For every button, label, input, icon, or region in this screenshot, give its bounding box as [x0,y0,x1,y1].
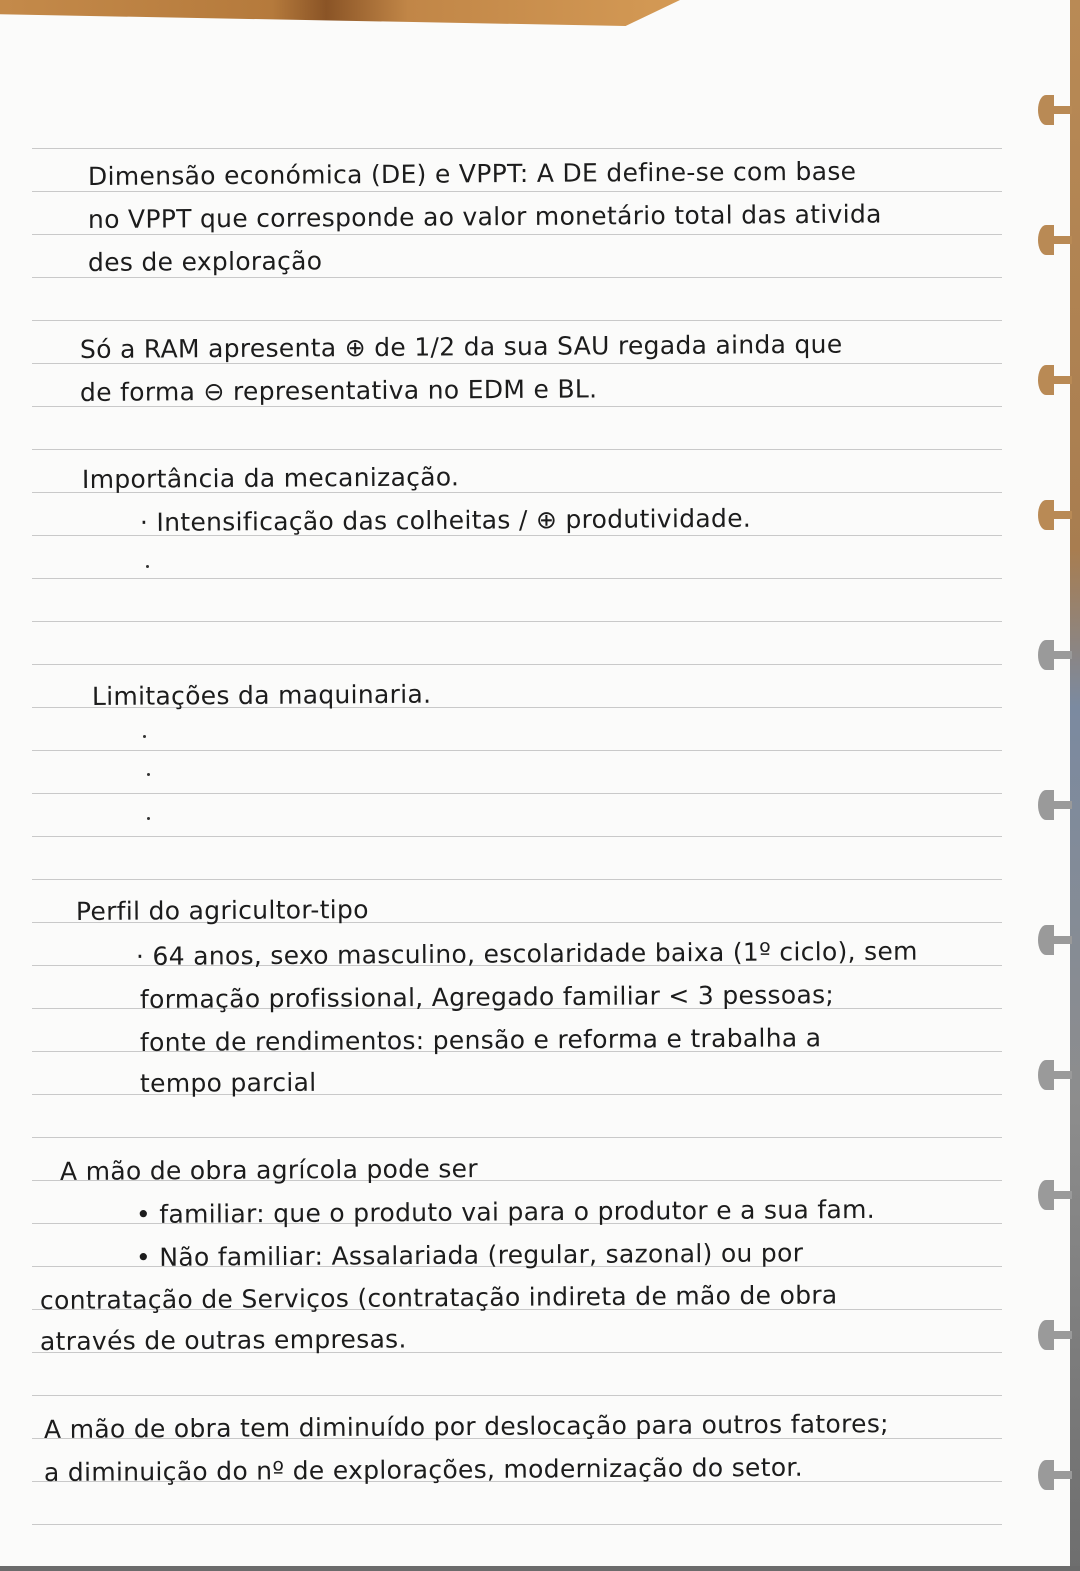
binder-disc-ring [1038,1460,1072,1490]
bullet-text: Intensificação das colheitas / ⊕ produtividade. [156,503,752,537]
empty-bullet [146,565,149,568]
ruled-line [32,148,1002,149]
note-line: contratação de Serviços (contratação indireta de mão de obra [39,1280,838,1315]
binder-disc-ring [1038,1180,1072,1210]
ruled-line [32,879,1002,880]
note-line: · 64 anos, sexo masculino, escolaridade baixa (1º ciclo), sem [135,936,918,971]
ruled-line [32,750,1002,751]
binder-disc-ring [1038,500,1072,530]
note-line: A mão de obra tem diminuído por deslocação para outros fatores; [43,1409,889,1444]
binder-disc-ring [1038,790,1072,820]
ruled-line [32,1395,1002,1396]
binder-disc-ring [1038,925,1072,955]
note-line: no VPPT que corresponde ao valor monetário total das ativida [87,199,882,234]
ruled-line [32,836,1002,837]
note-line: de forma ⊖ representativa no EDM e BL. [79,374,598,407]
ruled-line [32,578,1002,579]
note-line: através de outras empresas. [39,1324,407,1356]
ruled-line [32,1137,1002,1138]
section-heading: Perfil do agricultor-tipo [75,894,369,926]
empty-bullet [147,773,150,776]
note-line: a diminuição do nº de explorações, modernização do setor. [43,1452,804,1487]
binder-disc-ring [1038,1060,1072,1090]
section-heading: A mão de obra agrícola pode ser [59,1154,478,1186]
section-heading: Importância da mecanização. [81,462,460,494]
note-line: • familiar: que o produto vai para o produtor e a sua fam. [135,1194,876,1229]
ruled-line [32,793,1002,794]
note-line: fonte de rendimentos: pensão e reforma e trabalha a [139,1023,822,1057]
binder-disc-ring [1038,640,1072,670]
page-bottom-shadow [0,1566,1080,1571]
empty-bullet [143,735,146,738]
ruled-line [32,1524,1002,1525]
ruled-line [32,320,1002,321]
wooden-table-edge [0,0,680,26]
note-line: des de exploração [87,246,323,277]
ruled-line [32,664,1002,665]
binder-disc-ring [1038,365,1072,395]
empty-bullet [147,817,150,820]
binder-disc-ring [1038,95,1072,125]
bullet-item: · Intensificação das colheitas / ⊕ produtividade. [139,503,752,537]
note-line: • Não familiar: Assalariada (regular, sazonal) ou por [135,1238,804,1272]
note-line: Dimensão económica (DE) e VPPT: A DE define-se com base [87,156,857,191]
note-line: Só a RAM apresenta ⊕ de 1/2 da sua SAU regada ainda que [79,329,843,364]
note-line: tempo parcial [139,1067,317,1098]
ruled-line [32,449,1002,450]
section-heading: Limitações da maquinaria. [91,679,432,711]
note-line: formação profissional, Agregado familiar < 3 pessoas; [139,980,835,1014]
ruled-line [32,621,1002,622]
binder-disc-ring [1038,1320,1072,1350]
binder-disc-ring [1038,225,1072,255]
